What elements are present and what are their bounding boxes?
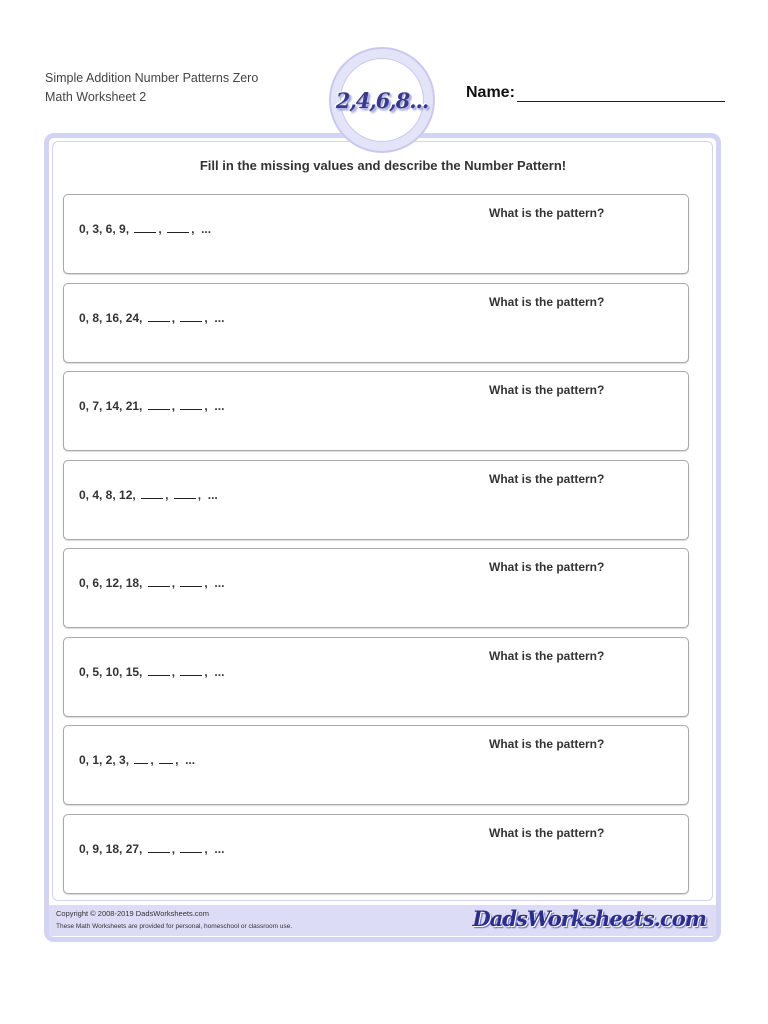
- logo-text: 2,4,6,8...: [335, 87, 429, 113]
- pattern-question: What is the pattern?: [489, 471, 605, 486]
- sequence-values: 0, 7, 14, 21,: [79, 399, 143, 413]
- sequence: 0, 6, 12, 18, , , ...: [79, 576, 225, 590]
- answer-blank[interactable]: [148, 840, 170, 853]
- sequence: 0, 3, 6, 9, , , ...: [79, 222, 212, 236]
- name-label: Name:: [466, 84, 515, 101]
- answer-blank[interactable]: [141, 486, 163, 499]
- sequence: 0, 5, 10, 15, , , ...: [79, 664, 225, 679]
- answer-blank[interactable]: [148, 397, 170, 410]
- pattern-question: What is the pattern?: [489, 560, 605, 574]
- answer-blank[interactable]: [180, 309, 202, 322]
- answer-blank[interactable]: [180, 397, 202, 410]
- problem-box: [63, 460, 689, 540]
- answer-blank[interactable]: [180, 840, 202, 853]
- logo-inner-circle: [335, 58, 429, 142]
- answer-blank[interactable]: [180, 663, 202, 676]
- logo-badge: [329, 47, 435, 153]
- worksheet-title: [45, 69, 258, 107]
- sequence: 0, 4, 8, 12, , , ...: [79, 487, 218, 502]
- pattern-question: What is the pattern?: [489, 294, 605, 309]
- problem-box: [63, 371, 689, 451]
- problem-box: [63, 814, 689, 894]
- sequence-values: 0, 6, 12, 18,: [79, 576, 143, 590]
- pattern-question: What is the pattern?: [489, 825, 605, 840]
- sequence-values: 0, 1, 2, 3,: [79, 753, 130, 767]
- sequence-values: 0, 9, 18, 27,: [79, 841, 143, 856]
- problem-box: [63, 283, 689, 363]
- title-line-1: Simple Addition Number Patterns Zero: [45, 71, 259, 85]
- problem-box: [63, 194, 689, 274]
- answer-blank[interactable]: [180, 574, 202, 587]
- answer-blank[interactable]: [148, 309, 170, 322]
- pattern-question: What is the pattern?: [489, 206, 605, 220]
- answer-blank[interactable]: [148, 574, 170, 587]
- answer-blank[interactable]: [148, 663, 170, 676]
- name-line[interactable]: [517, 85, 725, 102]
- answer-blank[interactable]: [174, 486, 196, 499]
- sequence: 0, 7, 14, 21, , , ...: [79, 399, 225, 413]
- answer-blank[interactable]: [134, 220, 156, 233]
- sequence: 0, 8, 16, 24, , , ...: [79, 310, 225, 325]
- sequence: 0, 9, 18, 27, , , ...: [79, 841, 225, 856]
- sequence-values: 0, 8, 16, 24,: [79, 310, 143, 325]
- footer: [49, 905, 716, 936]
- copyright-text: Copyright © 2008-2019 DadsWorksheets.com: [56, 909, 209, 918]
- pattern-question: What is the pattern?: [489, 383, 605, 397]
- sequence-values: 0, 3, 6, 9,: [79, 222, 130, 236]
- brand-logo: DadsWorksheets.com: [472, 906, 706, 931]
- problem-box: [63, 725, 689, 805]
- sequence-values: 0, 5, 10, 15,: [79, 664, 143, 679]
- pattern-question: What is the pattern?: [489, 648, 605, 663]
- name-field[interactable]: [466, 84, 725, 102]
- answer-blank[interactable]: [159, 751, 173, 764]
- sequence-values: 0, 4, 8, 12,: [79, 487, 136, 502]
- instructions: Fill in the missing values and describe the Number Pattern!: [199, 158, 567, 173]
- problem-list: [63, 194, 689, 902]
- problem-box: [63, 637, 689, 717]
- answer-blank[interactable]: [167, 220, 189, 233]
- answer-blank[interactable]: [134, 751, 148, 764]
- title-line-2: Math Worksheet 2: [45, 90, 147, 104]
- usage-text: These Math Worksheets are provided for personal, homeschool or classroom use.: [56, 923, 293, 930]
- pattern-question: What is the pattern?: [489, 737, 605, 751]
- sequence: 0, 1, 2, 3, , , ...: [79, 753, 196, 767]
- problem-box: [63, 548, 689, 628]
